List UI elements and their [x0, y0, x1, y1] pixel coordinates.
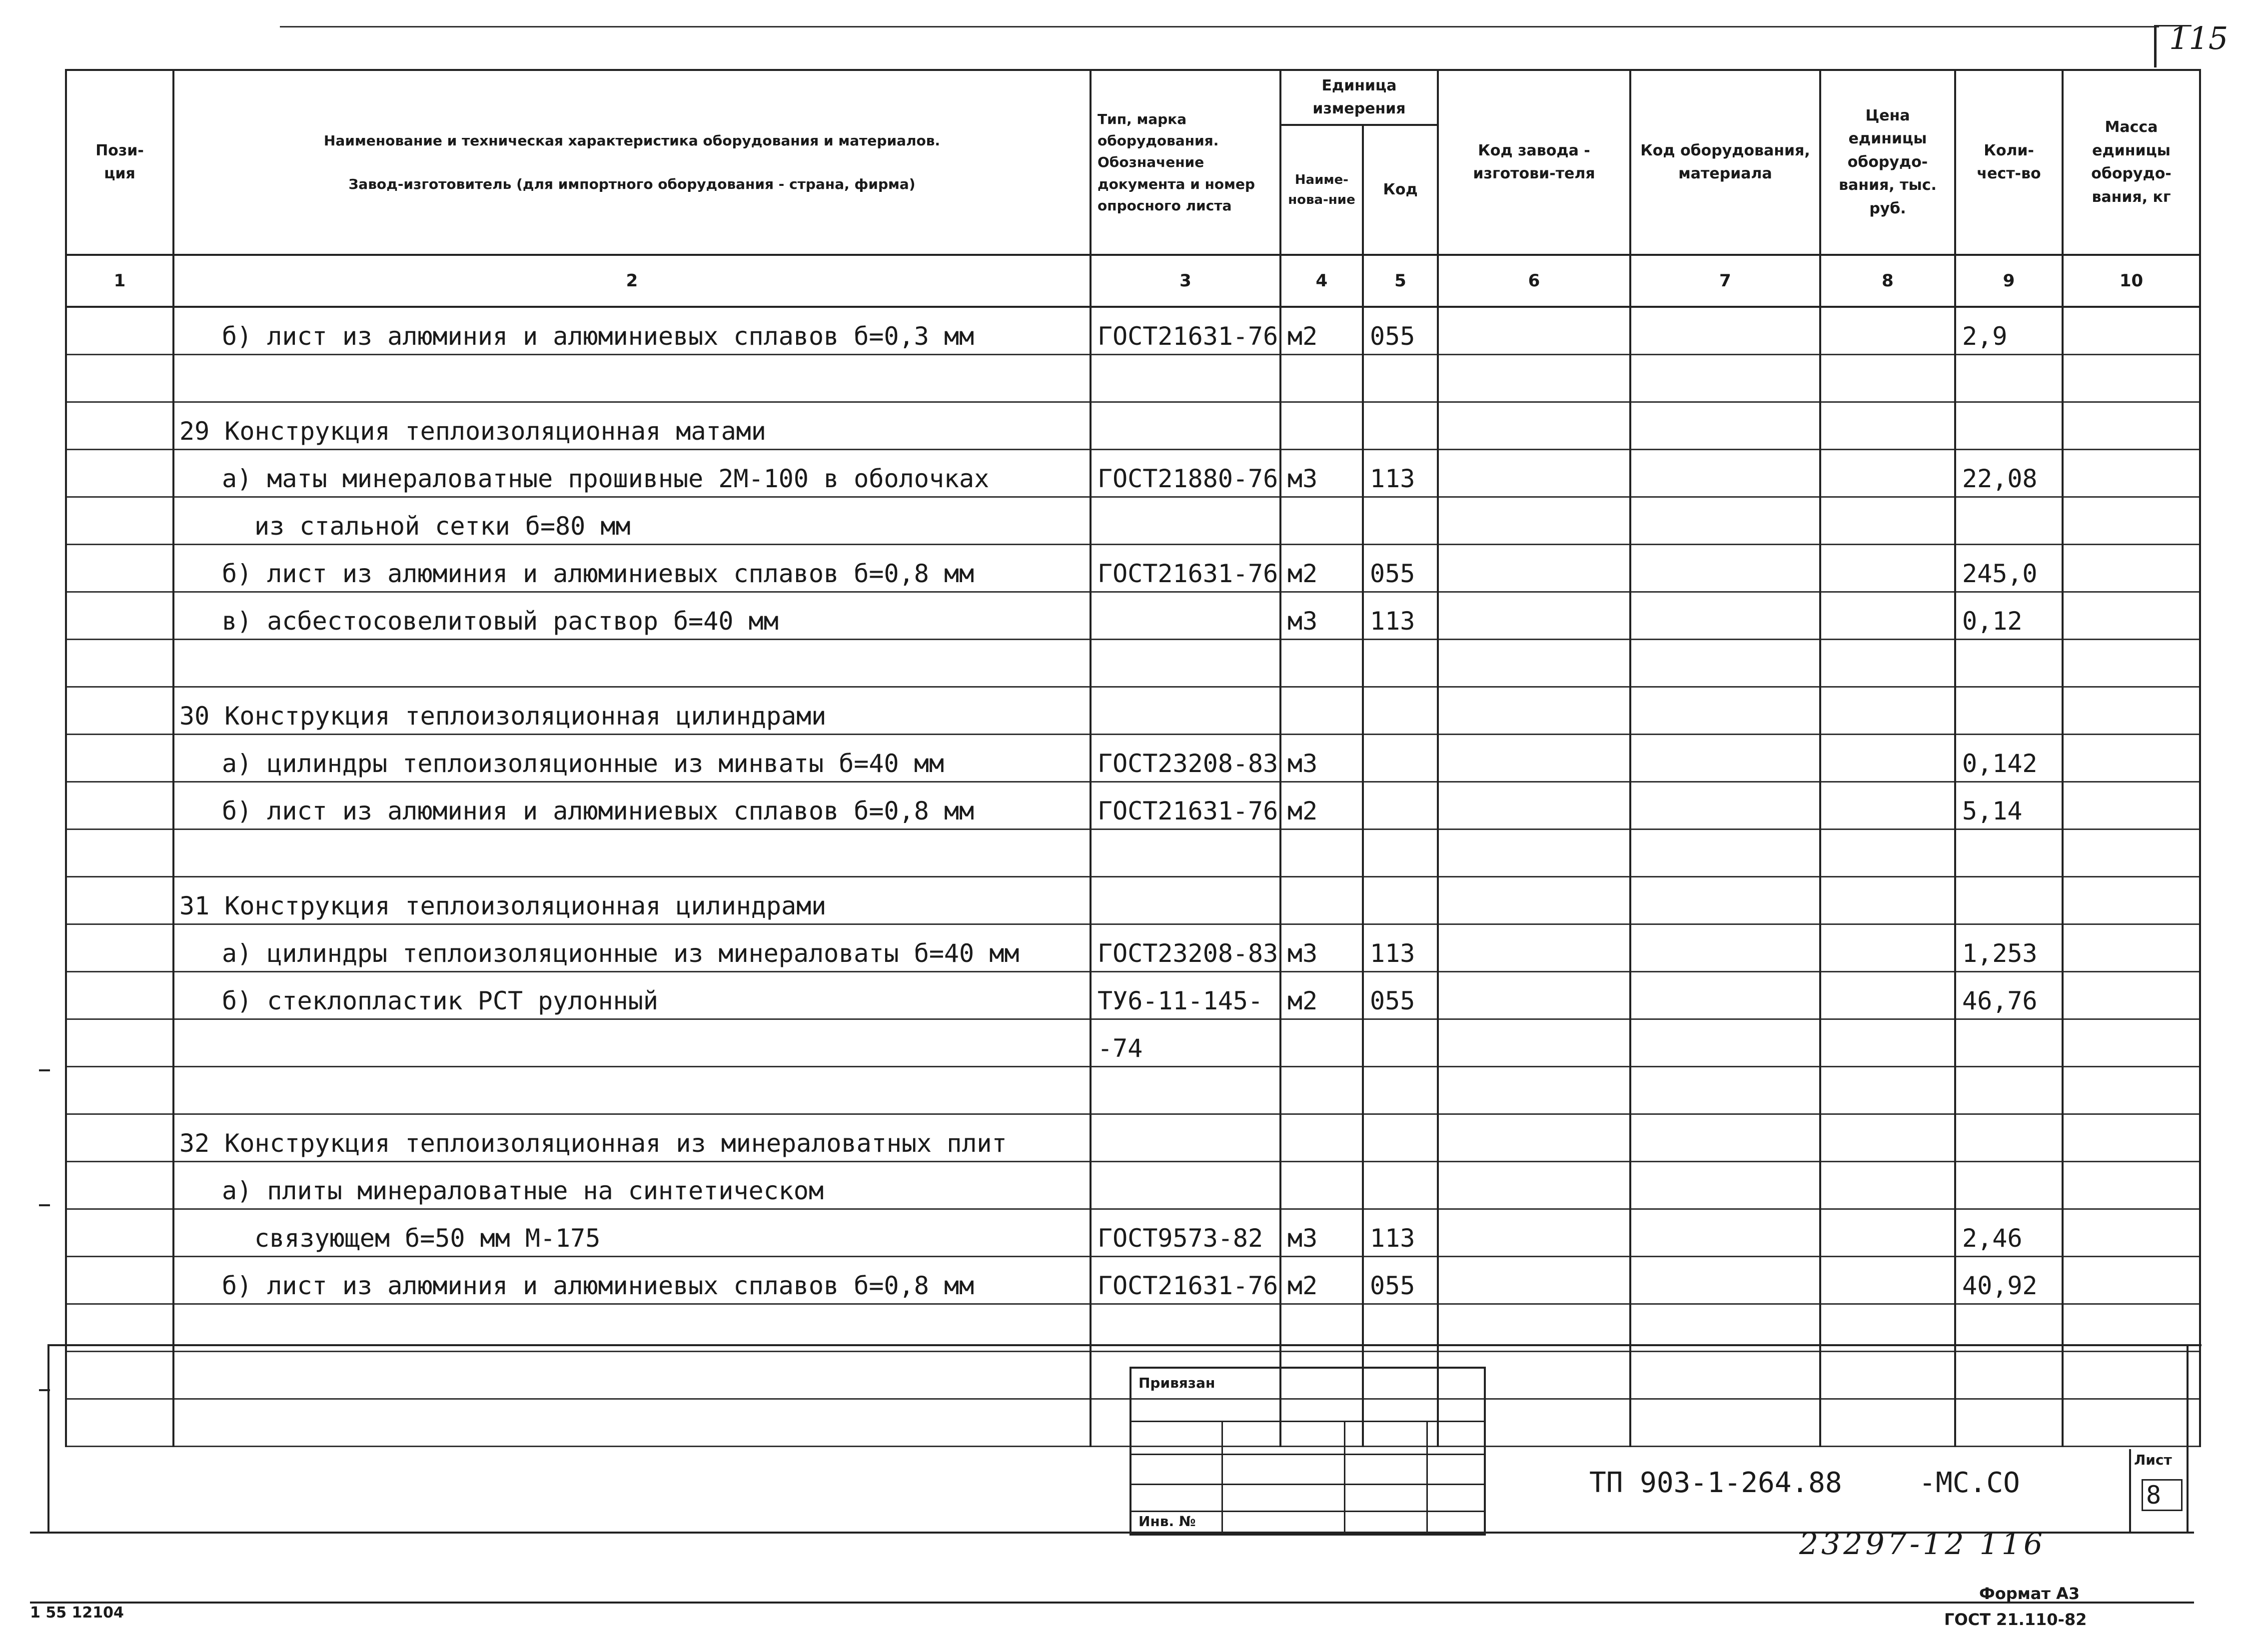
quantity-cell — [1955, 355, 2063, 402]
table-row — [66, 545, 2200, 592]
quantity-cell — [1955, 1019, 2063, 1067]
table-row — [66, 1257, 2200, 1304]
position-cell — [66, 735, 173, 782]
position-cell — [66, 1067, 173, 1114]
plant-code-cell — [1438, 687, 1630, 735]
name-cell: 29 Конструкция теплоизоляционная матами — [173, 402, 1091, 450]
name-cell: а) цилиндры теплоизоляционные из минваты б=40 мм — [173, 735, 1091, 782]
plant-code-cell — [1438, 1209, 1630, 1257]
type-cell — [1091, 687, 1280, 735]
price-cell — [1820, 307, 1955, 355]
table-row — [66, 972, 2200, 1019]
name-cell: а) цилиндры теплоизоляционные из минераловаты б=40 мм — [173, 924, 1091, 972]
frame-vline — [2187, 1344, 2189, 1532]
plant-code-cell — [1438, 829, 1630, 877]
table-row — [66, 1209, 2200, 1257]
column-number: 8 — [1820, 255, 1955, 307]
unit-cell: м3 — [1280, 1209, 1363, 1257]
mass-cell — [2063, 545, 2200, 592]
name-cell — [173, 1019, 1091, 1067]
quantity-cell — [1955, 402, 2063, 450]
mass-cell — [2063, 450, 2200, 497]
frame-vline — [47, 1344, 49, 1532]
name-cell: б) стеклопластик РСТ рулонный — [173, 972, 1091, 1019]
mass-cell — [2063, 1209, 2200, 1257]
unit-code-cell — [1363, 829, 1438, 877]
material-code-cell — [1630, 592, 1820, 640]
header-type: Тип, марка оборудования. Обозначение документа и номер опросного листа — [1091, 70, 1280, 255]
unit-cell: м3 — [1280, 735, 1363, 782]
position-cell — [66, 1257, 173, 1304]
table-row — [66, 355, 2200, 402]
plant-code-cell — [1438, 972, 1630, 1019]
quantity-cell — [1955, 687, 2063, 735]
unit-code-cell: 055 — [1363, 1257, 1438, 1304]
plant-code-cell — [1438, 735, 1630, 782]
header-unit-code: Код — [1363, 125, 1438, 255]
plant-code-cell — [1438, 1019, 1630, 1067]
mass-cell — [2063, 924, 2200, 972]
unit-cell — [1280, 829, 1363, 877]
column-number: 1 — [66, 255, 173, 307]
quantity-cell: 2,9 — [1955, 307, 2063, 355]
table-row — [66, 1019, 2200, 1067]
position-cell — [66, 877, 173, 924]
position-cell — [66, 1209, 173, 1257]
unit-code-cell: 055 — [1363, 307, 1438, 355]
unit-cell: м2 — [1280, 782, 1363, 829]
price-cell — [1820, 782, 1955, 829]
type-cell: ГОСТ21631-76 — [1091, 1257, 1280, 1304]
plant-code-cell — [1438, 545, 1630, 592]
quantity-cell — [1955, 1399, 2063, 1447]
quantity-cell — [1955, 640, 2063, 687]
table-body — [66, 307, 2200, 1447]
unit-cell — [1280, 497, 1363, 545]
position-cell — [66, 687, 173, 735]
unit-cell: м2 — [1280, 972, 1363, 1019]
quantity-cell — [1955, 1114, 2063, 1162]
quantity-cell: 46,76 — [1955, 972, 2063, 1019]
price-cell — [1820, 545, 1955, 592]
quantity-cell — [1955, 1067, 2063, 1114]
price-cell — [1820, 1162, 1955, 1209]
plant-code-cell — [1438, 1162, 1630, 1209]
approval-label: Привязан — [1138, 1375, 1215, 1391]
name-cell: 30 Конструкция теплоизоляционная цилиндрами — [173, 687, 1091, 735]
material-code-cell — [1630, 1114, 1820, 1162]
unit-cell: м3 — [1280, 924, 1363, 972]
unit-code-cell — [1363, 877, 1438, 924]
column-number: 5 — [1363, 255, 1438, 307]
name-cell: а) маты минераловатные прошивные 2М-100 в оболочках — [173, 450, 1091, 497]
type-cell — [1091, 640, 1280, 687]
table-row — [66, 877, 2200, 924]
mass-cell — [2063, 687, 2200, 735]
price-cell — [1820, 924, 1955, 972]
unit-cell: м3 — [1280, 450, 1363, 497]
type-cell — [1091, 877, 1280, 924]
position-cell — [66, 450, 173, 497]
position-cell — [66, 924, 173, 972]
plant-code-cell — [1438, 782, 1630, 829]
header-unit-name: Наиме-нова-ние — [1280, 125, 1363, 255]
table-row — [66, 1162, 2200, 1209]
quantity-cell: 5,14 — [1955, 782, 2063, 829]
name-cell: б) лист из алюминия и алюминиевых сплавов б=0,8 мм — [173, 545, 1091, 592]
mass-cell — [2063, 1114, 2200, 1162]
unit-cell — [1280, 687, 1363, 735]
quantity-cell: 0,12 — [1955, 592, 2063, 640]
margin-tick — [39, 1069, 50, 1071]
header-plant-code: Код завода - изготови-теля — [1438, 70, 1630, 255]
unit-code-cell — [1363, 402, 1438, 450]
quantity-cell — [1955, 497, 2063, 545]
type-cell — [1091, 592, 1280, 640]
name-cell: 31 Конструкция теплоизоляционная цилиндрами — [173, 877, 1091, 924]
document-code-main: ТП 903-1-264.88 — [1589, 1467, 1842, 1499]
plant-code-cell — [1438, 450, 1630, 497]
handwritten-number: 23297-12 116 — [1799, 1527, 2046, 1562]
material-code-cell — [1630, 924, 1820, 972]
plant-code-cell — [1438, 307, 1630, 355]
unit-code-cell — [1363, 1067, 1438, 1114]
unit-cell — [1280, 1067, 1363, 1114]
position-cell — [66, 1162, 173, 1209]
material-code-cell — [1630, 782, 1820, 829]
material-code-cell — [1630, 972, 1820, 1019]
plant-code-cell — [1438, 1114, 1630, 1162]
plant-code-cell — [1438, 640, 1630, 687]
type-cell: ГОСТ23208-83 — [1091, 735, 1280, 782]
mass-cell — [2063, 640, 2200, 687]
unit-code-cell: 055 — [1363, 972, 1438, 1019]
material-code-cell — [1630, 402, 1820, 450]
table-row — [66, 307, 2200, 355]
quantity-cell — [1955, 1162, 2063, 1209]
material-code-cell — [1630, 1209, 1820, 1257]
material-code-cell — [1630, 1352, 1820, 1399]
margin-tick — [39, 1204, 50, 1206]
mass-cell — [2063, 972, 2200, 1019]
unit-cell: м2 — [1280, 545, 1363, 592]
name-cell: б) лист из алюминия и алюминиевых сплавов б=0,3 мм — [173, 307, 1091, 355]
unit-code-cell: 113 — [1363, 1209, 1438, 1257]
inventory-label: Инв. № — [1138, 1513, 1196, 1530]
type-cell: ГОСТ21880-76 — [1091, 450, 1280, 497]
quantity-cell: 1,253 — [1955, 924, 2063, 972]
mass-cell — [2063, 877, 2200, 924]
price-cell — [1820, 972, 1955, 1019]
mass-cell — [2063, 1352, 2200, 1399]
mass-cell — [2063, 402, 2200, 450]
unit-code-cell — [1363, 1114, 1438, 1162]
material-code-cell — [1630, 1162, 1820, 1209]
type-cell: -74 — [1091, 1019, 1280, 1067]
material-code-cell — [1630, 450, 1820, 497]
price-cell — [1820, 1067, 1955, 1114]
price-cell — [1820, 687, 1955, 735]
quantity-cell: 2,46 — [1955, 1209, 2063, 1257]
unit-code-cell — [1363, 687, 1438, 735]
material-code-cell — [1630, 497, 1820, 545]
position-cell — [66, 640, 173, 687]
table-row — [66, 782, 2200, 829]
name-cell — [173, 640, 1091, 687]
mass-cell — [2063, 1162, 2200, 1209]
mass-cell — [2063, 497, 2200, 545]
column-number: 7 — [1630, 255, 1820, 307]
table-row — [66, 640, 2200, 687]
price-cell — [1820, 1209, 1955, 1257]
unit-code-cell — [1363, 497, 1438, 545]
unit-cell — [1280, 1162, 1363, 1209]
plant-code-cell — [1438, 402, 1630, 450]
table-row — [66, 924, 2200, 972]
type-cell — [1091, 497, 1280, 545]
name-cell — [173, 1067, 1091, 1114]
unit-cell — [1280, 355, 1363, 402]
mass-cell — [2063, 307, 2200, 355]
type-cell: ГОСТ21631-76 — [1091, 545, 1280, 592]
plant-code-cell — [1438, 355, 1630, 402]
unit-cell: м3 — [1280, 592, 1363, 640]
header-name: Наименование и техническая характеристика оборудования и материалов. Завод-изготовитель (для импортного оборудования - страна, фирма) — [173, 70, 1091, 255]
material-code-cell — [1630, 545, 1820, 592]
column-number: 4 — [1280, 255, 1363, 307]
name-cell — [173, 829, 1091, 877]
unit-code-cell: 055 — [1363, 545, 1438, 592]
name-cell: связующем б=50 мм М-175 — [173, 1209, 1091, 1257]
column-number: 9 — [1955, 255, 2063, 307]
type-cell: ГОСТ9573-82 — [1091, 1209, 1280, 1257]
name-cell — [173, 1399, 1091, 1447]
unit-code-cell: 113 — [1363, 924, 1438, 972]
mass-cell — [2063, 355, 2200, 402]
material-code-cell — [1630, 1257, 1820, 1304]
price-cell — [1820, 402, 1955, 450]
unit-code-cell — [1363, 782, 1438, 829]
name-cell: из стальной сетки б=80 мм — [173, 497, 1091, 545]
table-row — [66, 450, 2200, 497]
price-cell — [1820, 497, 1955, 545]
type-cell: ТУ6-11-145- — [1091, 972, 1280, 1019]
price-cell — [1820, 355, 1955, 402]
mass-cell — [2063, 735, 2200, 782]
type-cell — [1091, 1162, 1280, 1209]
name-cell — [173, 355, 1091, 402]
column-number: 10 — [2063, 255, 2200, 307]
position-cell — [66, 497, 173, 545]
price-cell — [1820, 450, 1955, 497]
position-cell — [66, 402, 173, 450]
price-cell — [1820, 1352, 1955, 1399]
table-row — [66, 592, 2200, 640]
price-cell — [1820, 1257, 1955, 1304]
plant-code-cell — [1438, 497, 1630, 545]
quantity-cell: 40,92 — [1955, 1257, 2063, 1304]
mass-cell — [2063, 1399, 2200, 1447]
column-number-row — [66, 255, 2200, 307]
position-cell — [66, 1399, 173, 1447]
column-number: 2 — [173, 255, 1091, 307]
unit-code-cell — [1363, 640, 1438, 687]
material-code-cell — [1630, 355, 1820, 402]
position-cell — [66, 355, 173, 402]
position-cell — [66, 782, 173, 829]
position-cell — [66, 545, 173, 592]
table-row — [66, 1067, 2200, 1114]
quantity-cell — [1955, 877, 2063, 924]
unit-code-cell: 113 — [1363, 592, 1438, 640]
margin-tick — [39, 1389, 50, 1391]
table-row — [66, 735, 2200, 782]
name-cell: а) плиты минераловатные на синтетическом — [173, 1162, 1091, 1209]
price-cell — [1820, 735, 1955, 782]
unit-cell: м2 — [1280, 1257, 1363, 1304]
unit-cell — [1280, 640, 1363, 687]
material-code-cell — [1630, 687, 1820, 735]
position-cell — [66, 592, 173, 640]
left-code: 1 55 12104 — [30, 1604, 124, 1622]
material-code-cell — [1630, 877, 1820, 924]
mass-cell — [2063, 592, 2200, 640]
type-cell — [1091, 1067, 1280, 1114]
price-cell — [1820, 829, 1955, 877]
position-cell — [66, 1019, 173, 1067]
sheet-number: 8 — [2142, 1479, 2183, 1511]
unit-cell — [1280, 1114, 1363, 1162]
name-cell: б) лист из алюминия и алюминиевых сплавов б=0,8 мм — [173, 782, 1091, 829]
gost-label: ГОСТ 21.110-82 — [1944, 1610, 2087, 1629]
material-code-cell — [1630, 640, 1820, 687]
plant-code-cell — [1438, 592, 1630, 640]
type-cell — [1091, 355, 1280, 402]
quantity-cell — [1955, 1352, 2063, 1399]
position-cell — [66, 307, 173, 355]
price-cell — [1820, 877, 1955, 924]
mass-cell — [2063, 1067, 2200, 1114]
table-row — [66, 497, 2200, 545]
header-quantity: Коли-чест-во — [1955, 70, 2063, 255]
type-cell — [1091, 402, 1280, 450]
type-cell: ГОСТ23208-83 — [1091, 924, 1280, 972]
plant-code-cell — [1438, 1257, 1630, 1304]
material-code-cell — [1630, 1067, 1820, 1114]
quantity-cell: 0,142 — [1955, 735, 2063, 782]
mass-cell — [2063, 782, 2200, 829]
document-code-suffix: -МС.СО — [1919, 1467, 2020, 1499]
header-price: Цена единицы оборудо-вания, тыс. руб. — [1820, 70, 1955, 255]
position-cell — [66, 972, 173, 1019]
plant-code-cell — [1438, 924, 1630, 972]
format-label: Формат А3 — [1979, 1584, 2080, 1603]
header-unit-group: Единица измерения — [1280, 70, 1438, 125]
material-code-cell — [1630, 1019, 1820, 1067]
unit-cell — [1280, 1019, 1363, 1067]
header-position: Пози- ция — [66, 70, 173, 255]
position-cell — [66, 1352, 173, 1399]
plant-code-cell — [1438, 877, 1630, 924]
approval-stamp — [1129, 1367, 1486, 1536]
type-cell: ГОСТ21631-76 — [1091, 307, 1280, 355]
price-cell — [1820, 1399, 1955, 1447]
material-code-cell — [1630, 1399, 1820, 1447]
name-cell — [173, 1352, 1091, 1399]
header-mass: Масса единицы оборудо-вания, кг — [2063, 70, 2200, 255]
unit-code-cell — [1363, 1162, 1438, 1209]
material-code-cell — [1630, 307, 1820, 355]
price-cell — [1820, 592, 1955, 640]
column-number: 6 — [1438, 255, 1630, 307]
quantity-cell — [1955, 829, 2063, 877]
page-number: 115 — [2169, 20, 2229, 56]
price-cell — [1820, 640, 1955, 687]
table-row — [66, 402, 2200, 450]
type-cell — [1091, 829, 1280, 877]
name-cell: в) асбестосовелитовый раствор б=40 мм — [173, 592, 1091, 640]
bottom-rule — [30, 1602, 2194, 1604]
material-code-cell — [1630, 735, 1820, 782]
plant-code-cell — [1438, 1067, 1630, 1114]
header-material-code: Код оборудования, материала — [1630, 70, 1820, 255]
unit-cell: м2 — [1280, 307, 1363, 355]
price-cell — [1820, 1114, 1955, 1162]
table-row — [66, 687, 2200, 735]
mass-cell — [2063, 829, 2200, 877]
unit-code-cell — [1363, 735, 1438, 782]
mass-cell — [2063, 1019, 2200, 1067]
specification-table — [65, 69, 2201, 1447]
document-code — [1589, 1467, 2020, 1499]
table-row — [66, 1114, 2200, 1162]
frame-line — [47, 1344, 2202, 1346]
position-cell — [66, 829, 173, 877]
unit-code-cell: 113 — [1363, 450, 1438, 497]
unit-code-cell — [1363, 1019, 1438, 1067]
mass-cell — [2063, 1257, 2200, 1304]
name-cell: б) лист из алюминия и алюминиевых сплавов б=0,8 мм — [173, 1257, 1091, 1304]
name-cell: 32 Конструкция теплоизоляционная из минераловатных плит — [173, 1114, 1091, 1162]
sheet-label: Лист — [2134, 1452, 2172, 1468]
table-row — [66, 829, 2200, 877]
top-rule — [280, 26, 2159, 27]
quantity-cell: 22,08 — [1955, 450, 2063, 497]
unit-cell — [1280, 877, 1363, 924]
unit-code-cell — [1363, 355, 1438, 402]
price-cell — [1820, 1019, 1955, 1067]
material-code-cell — [1630, 829, 1820, 877]
type-cell — [1091, 1114, 1280, 1162]
type-cell: ГОСТ21631-76 — [1091, 782, 1280, 829]
quantity-cell: 245,0 — [1955, 545, 2063, 592]
position-cell — [66, 1114, 173, 1162]
unit-cell — [1280, 402, 1363, 450]
column-number: 3 — [1091, 255, 1280, 307]
